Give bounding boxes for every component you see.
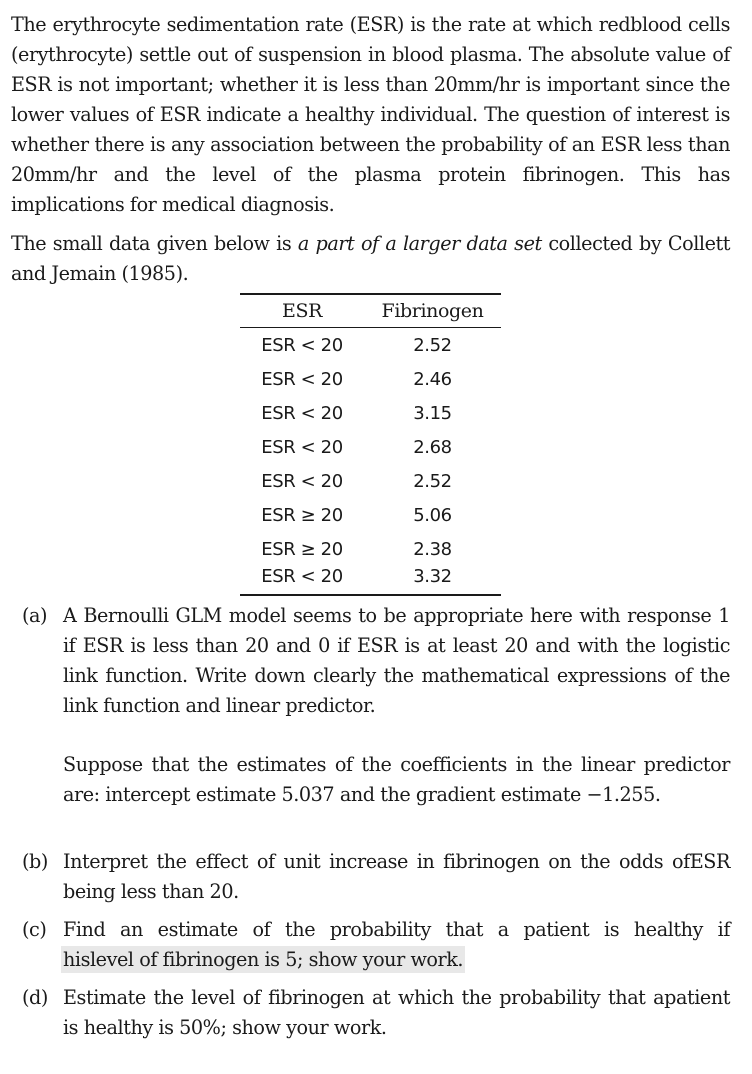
fibrinogen-cell: 3.32: [364, 566, 501, 595]
table-row: [240, 328, 501, 363]
coefficient-estimates-text: Suppose that the estimates of the coefficients in the linear predictor are: intercept estimate 5.037 and the gradient estimate −1.255.: [63, 753, 730, 806]
esr-cell: ESR < 20: [261, 436, 343, 458]
question-a-coefficients: [22, 750, 730, 810]
fibrinogen-cell: 5.06: [413, 504, 452, 526]
fibrinogen-cell: 3.15: [413, 402, 452, 424]
esr-cell: ESR ≥ 20: [261, 504, 343, 526]
esr-cell: ESR < 20: [261, 334, 343, 356]
question-c-line-1: Find an estimate of the probability that a patient is healthy if: [63, 918, 730, 941]
question-b: [22, 847, 730, 907]
intro-paragraph: The erythrocyte sedimentation rate (ESR) is the rate at which redblood cells (erythrocyte) settle out of suspension in blood plasma. The absolute value of ESR is not important; whether it is less than 20mm/hr is important since the lower values of ESR indicate a healthy individual. The question of interest is whether there is any association between the probability of an ESR less than 20mm/hr and the level of the plasma protein fibrinogen. This has implications for medical diagnosis.: [11, 13, 730, 216]
table-row: [240, 362, 501, 396]
table-row: [240, 532, 501, 566]
esr-cell: ESR < 20: [261, 402, 343, 424]
esr-cell: ESR < 20: [240, 566, 364, 595]
question-d-label: (d): [22, 986, 48, 1009]
esr-cell: ESR < 20: [261, 470, 343, 492]
question-c-label: (c): [22, 918, 47, 941]
fibrinogen-cell: 2.38: [413, 538, 452, 560]
data-source-text-start: The small data given below is: [11, 232, 298, 255]
data-source-paragraph: [11, 229, 730, 289]
esr-cell: ESR < 20: [261, 368, 343, 390]
esr-cell: ESR ≥ 20: [261, 538, 343, 560]
column-header-esr: ESR: [240, 294, 364, 328]
question-c: [22, 915, 730, 975]
table-row: [240, 430, 501, 464]
question-a-text: A Bernoulli GLM model seems to be appropriate here with response 1 if ESR is less than 20 and 0 if ESR is at least 20 and with the logistic link function. Write down clearly the mathematical expressions of the link function and linear predictor.: [63, 604, 730, 717]
fibrinogen-cell: 2.68: [413, 436, 452, 458]
question-b-text: Interpret the effect of unit increase in fibrinogen on the odds ofESR being less than 20.: [63, 850, 730, 903]
fibrinogen-cell: 2.52: [413, 470, 452, 492]
table-row: [240, 464, 501, 498]
question-a: [22, 601, 730, 721]
fibrinogen-cell: 2.46: [413, 368, 452, 390]
table-row: [240, 566, 501, 595]
column-header-fibrinogen: Fibrinogen: [364, 294, 501, 328]
question-d: [22, 983, 730, 1043]
data-source-emphasis: a part of a larger data set: [297, 232, 542, 255]
data-source-text-end: collected by Collett and Jemain (1985).: [11, 232, 730, 285]
question-c-body: [63, 915, 730, 975]
esr-fibrinogen-table: [240, 293, 501, 596]
table-header-row: [240, 294, 501, 328]
fibrinogen-cell: 2.52: [413, 334, 452, 356]
question-b-label: (b): [22, 850, 48, 873]
question-d-text: Estimate the level of fibrinogen at which the probability that apatient is healthy is 50%; show your work.: [63, 986, 730, 1039]
table-row: [240, 498, 501, 532]
question-c-highlighted-text: hislevel of fibrinogen is 5; show your work.: [63, 948, 464, 971]
table-row: [240, 396, 501, 430]
question-a-label: (a): [22, 604, 48, 627]
